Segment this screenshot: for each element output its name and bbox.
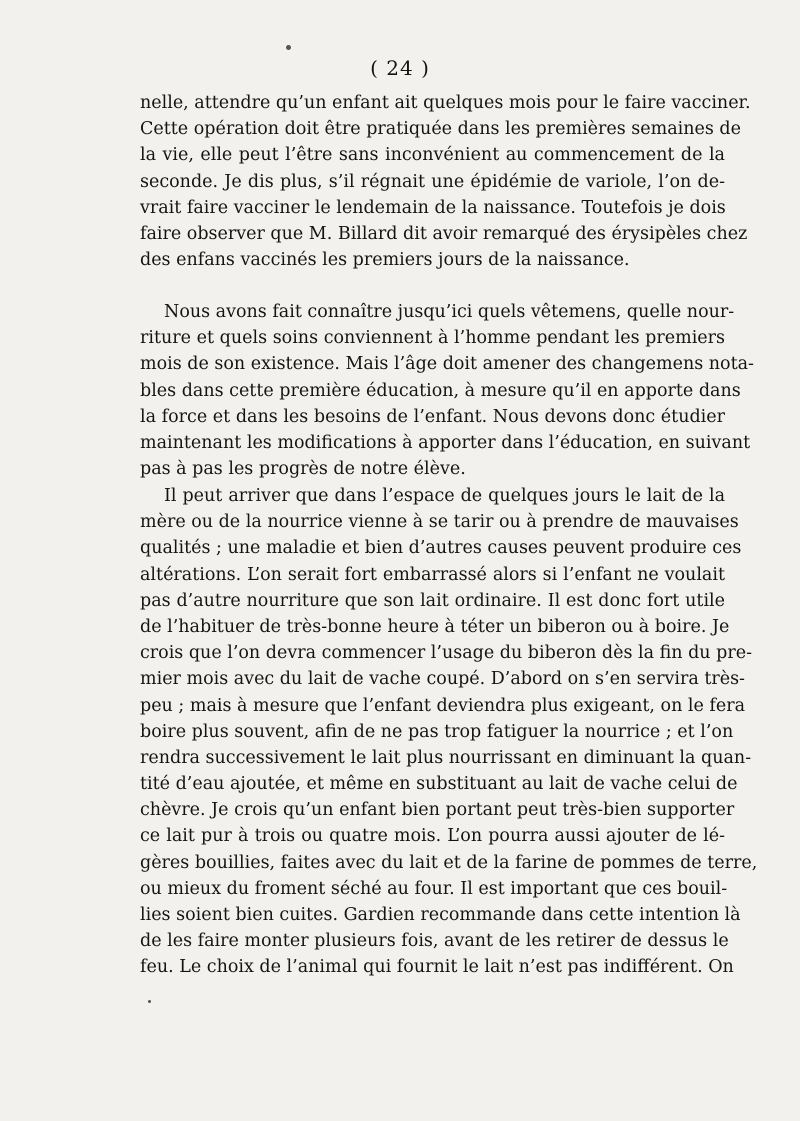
- text-line: pas à pas les progrès de notre élève.: [140, 459, 466, 480]
- paragraph-2: [140, 299, 754, 482]
- text-line: pas d’autre nourriture que son lait ordinaire. Il est donc fort utile: [140, 590, 725, 611]
- text-line: chèvre. Je crois qu’un enfant bien portant peut très-bien supporter: [140, 800, 735, 821]
- text-line: bles dans cette première éducation, à mesure qu’il en apporte dans: [140, 380, 741, 401]
- text-line: de l’habituer de très-bonne heure à téter un biberon ou à boire. Je: [140, 616, 730, 637]
- text-line: mère ou de la nourrice vienne à se tarir ou à prendre de mauvaises: [140, 512, 739, 533]
- text-line: rendra successivement le lait plus nourrissant en diminuant la quan-: [140, 747, 752, 768]
- text-line: Cette opération doit être pratiquée dans les premières semaines de: [140, 119, 741, 140]
- ink-speck: [286, 45, 291, 50]
- text-line: de les faire monter plusieurs fois, avant de les retirer de dessus le: [140, 931, 729, 952]
- paragraph-3: [140, 483, 758, 981]
- text-line: lies soient bien cuites. Gardien recommande dans cette intention là: [140, 905, 741, 925]
- text-line: gères bouillies, faites avec du lait et de la farine de pommes de terre,: [140, 852, 758, 873]
- page-number: ( 24 ): [370, 56, 430, 80]
- text-line: qualités ; une maladie et bien d’autres causes peuvent produire ces: [140, 538, 742, 559]
- text-line: maintenant les modifications à apporter dans l’éducation, en suivant: [140, 432, 751, 453]
- text-line: des enfans vaccinés les premiers jours de la naissance.: [140, 250, 630, 271]
- text-line: ou mieux du froment séché au four. Il est important que ces bouil-: [140, 878, 728, 899]
- ink-speck: [148, 1000, 151, 1003]
- text-line: boire plus souvent, afin de ne pas trop fatiguer la nourrice ; et l’on: [140, 721, 734, 742]
- text-line: la force et dans les besoins de l’enfant. Nous devons donc étudier: [140, 406, 725, 427]
- text-line: la vie, elle peut l’être sans inconvénient au commencement de la: [140, 145, 725, 166]
- text-line: mier mois avec du lait de vache coupé. D’abord on s’en servira très-: [140, 669, 745, 690]
- text-line: nelle, attendre qu’un enfant ait quelques mois pour le faire vacciner.: [140, 93, 751, 113]
- text-line: Il peut arriver que dans l’espace de quelques jours le lait de la: [164, 486, 725, 506]
- text-line: mois de son existence. Mais l’âge doit amener des changemens nota-: [140, 354, 754, 375]
- text-line: Nous avons fait connaître jusqu’ici quels vêtemens, quelle nour-: [164, 302, 735, 322]
- text-line: ce lait pur à trois ou quatre mois. L’on pourra aussi ajouter de lé-: [140, 826, 725, 847]
- text-line: faire observer que M. Billard dit avoir remarqué des érysipèles chez: [140, 223, 748, 244]
- text-line: peu ; mais à mesure que l’enfant deviendra plus exigeant, on le fera: [140, 695, 746, 716]
- text-line: vrait faire vacciner le lendemain de la naissance. Toutefois je dois: [140, 197, 726, 218]
- text-line: altérations. L’on serait fort embarrassé alors si l’enfant ne voulait: [140, 564, 725, 585]
- text-line: tité d’eau ajoutée, et même en substituant au lait de vache celui de: [140, 774, 738, 795]
- text-line: riture et quels soins conviennent à l’homme pendant les premiers: [140, 328, 725, 349]
- text-line: crois que l’on devra commencer l’usage du biberon dès la fin du pre-: [140, 643, 752, 664]
- text-line: feu. Le choix de l’animal qui fournit le lait n’est pas indifférent. On: [140, 957, 734, 978]
- paragraph-1: [140, 90, 751, 273]
- text-line: seconde. Je dis plus, s’il régnait une épidémie de variole, l’on de-: [140, 171, 725, 192]
